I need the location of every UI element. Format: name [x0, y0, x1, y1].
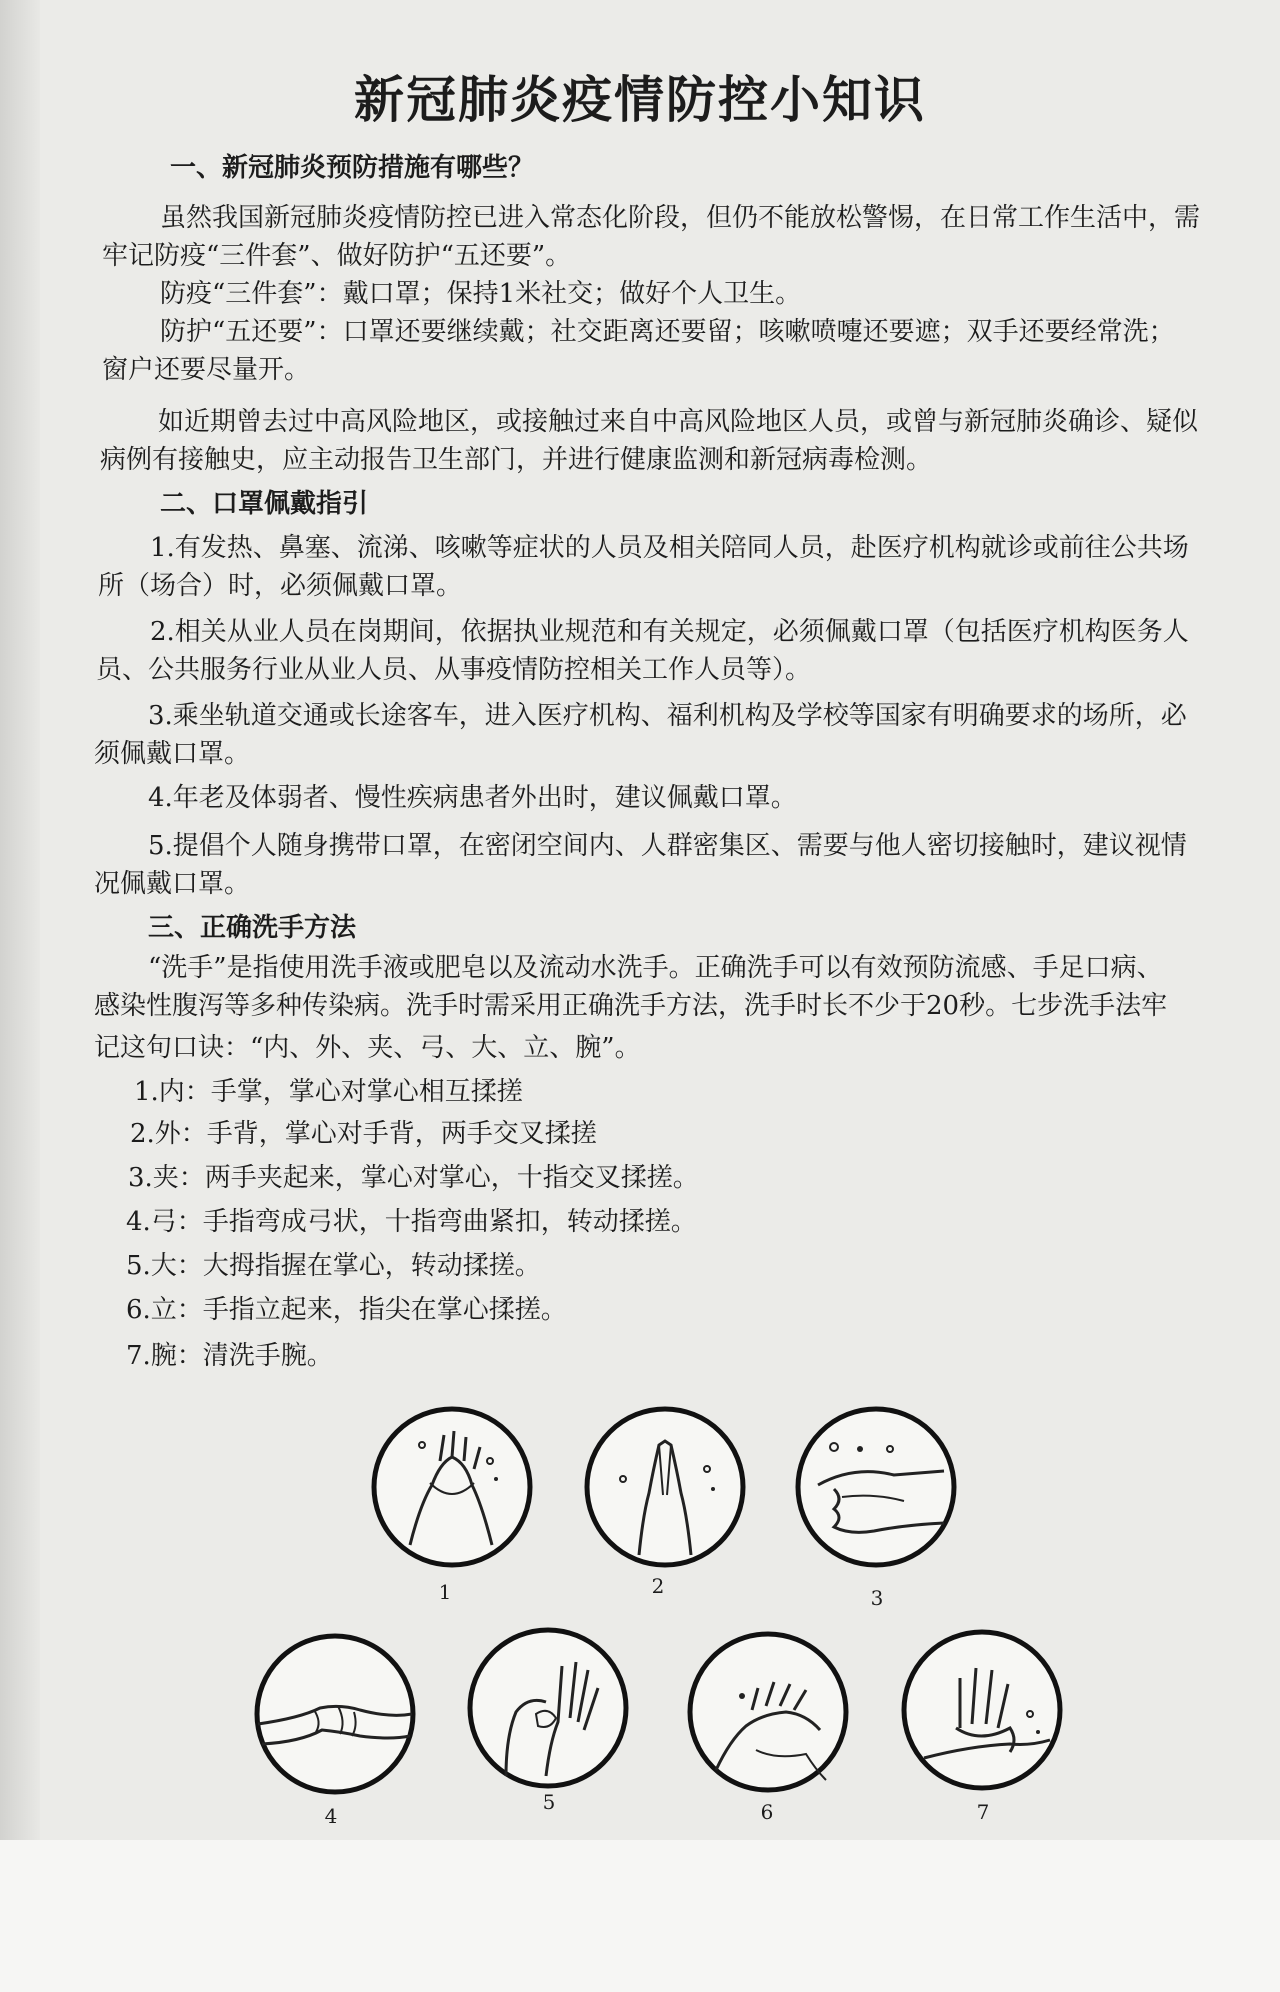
- paragraph-line: “洗手”是指使用洗手液或肥皂以及流动水洗手。正确洗手可以有效预防流感、手足口病、: [148, 953, 1163, 983]
- paragraph-line: 记这句口诀：“内、外、夹、弓、大、立、腕”。: [94, 1033, 641, 1063]
- paragraph-line: 况佩戴口罩。: [94, 869, 251, 899]
- handwash-illustration-2: [583, 1405, 747, 1569]
- paragraph-line: 如近期曾去过中高风险地区，或接触过来自中高风险地区人员，或曾与新冠肺炎确诊、疑似: [158, 407, 1199, 437]
- paragraph-line: 防疫“三件套”：戴口罩；保持1米社交；做好个人卫生。: [160, 279, 802, 309]
- paragraph-line: 感染性腹泻等多种传染病。洗手时需采用正确洗手方法，洗手时长不少于20秒。七步洗手法牢: [94, 991, 1168, 1021]
- section-heading-handwash: 三、正确洗手方法: [148, 913, 357, 943]
- paragraph-line: 须佩戴口罩。: [94, 739, 251, 769]
- section-heading-mask: 二、口罩佩戴指引: [160, 489, 369, 519]
- handwash-step-3: 3.夹：两手夹起来，掌心对掌心，十指交叉揉搓。: [128, 1163, 699, 1193]
- paragraph-line: 虽然我国新冠肺炎疫情防控已进入常态化阶段，但仍不能放松警惕，在日常工作生活中，需: [160, 203, 1201, 233]
- paragraph-line: 2.相关从业人员在岗期间，依据执业规范和有关规定，必须佩戴口罩（包括医疗机构医务人: [150, 617, 1189, 647]
- handwash-step-1: 1.内：手掌，掌心对掌心相互揉搓: [134, 1077, 523, 1107]
- handwash-step-6: 6.立：手指立起来，指尖在掌心揉搓。: [126, 1295, 567, 1325]
- handwash-illustration-6: [686, 1630, 850, 1794]
- handwash-illustration-5: [466, 1626, 630, 1790]
- handwash-step-5: 5.大：大拇指握在掌心，转动揉搓。: [126, 1251, 541, 1281]
- handwash-illustration-7: [900, 1628, 1064, 1792]
- paragraph-line: 窗户还要尽量开。: [102, 355, 311, 385]
- handwash-illustration-4: [250, 1632, 420, 1796]
- paragraph-line: 防护“五还要”：口罩还要继续戴；社交距离还要留；咳嗽喷嚏还要遮；双手还要经常洗；: [160, 317, 1175, 347]
- paragraph-line: 3.乘坐轨道交通或长途客车，进入医疗机构、福利机构及学校等国家有明确要求的场所，必: [148, 701, 1187, 731]
- handwash-step-4: 4.弓：手指弯成弓状，十指弯曲紧扣，转动揉搓。: [126, 1207, 697, 1237]
- step-number: 6: [760, 1800, 774, 1824]
- handwash-step-7: 7.腕：清洗手腕。: [126, 1341, 333, 1371]
- paragraph-line: 病例有接触史，应主动报告卫生部门，并进行健康监测和新冠病毒检测。: [100, 445, 933, 475]
- section-heading-prevention: 一、新冠肺炎预防措施有哪些？: [170, 153, 535, 183]
- step-number: 4: [324, 1804, 338, 1828]
- paragraph-line: 员、公共服务行业从业人员、从事疫情防控相关工作人员等）。: [96, 655, 812, 685]
- page-bottom-margin: [0, 1840, 1280, 1992]
- handwash-step-2: 2.外：手背，掌心对手背，两手交叉揉搓: [130, 1119, 597, 1149]
- handwash-illustration-1: [370, 1405, 534, 1569]
- step-number: 1: [438, 1580, 452, 1604]
- page-title: 新冠肺炎疫情防控小知识: [354, 70, 926, 129]
- paragraph-line: 牢记防疫“三件套”、做好防护“五还要”。: [102, 241, 572, 271]
- handwash-illustration-3: [794, 1405, 958, 1569]
- step-number: 2: [651, 1574, 665, 1598]
- paragraph-line: 所（场合）时，必须佩戴口罩。: [98, 571, 463, 601]
- step-number: 7: [976, 1800, 990, 1824]
- paragraph-line: 1.有发热、鼻塞、流涕、咳嗽等症状的人员及相关陪同人员，赴医疗机构就诊或前往公共场: [150, 533, 1189, 563]
- paragraph-line: 5.提倡个人随身携带口罩，在密闭空间内、人群密集区、需要与他人密切接触时，建议视情: [148, 831, 1187, 861]
- paragraph-line: 4.年老及体弱者、慢性疾病患者外出时，建议佩戴口罩。: [148, 783, 797, 813]
- step-number: 3: [870, 1586, 884, 1610]
- step-number: 5: [542, 1790, 556, 1814]
